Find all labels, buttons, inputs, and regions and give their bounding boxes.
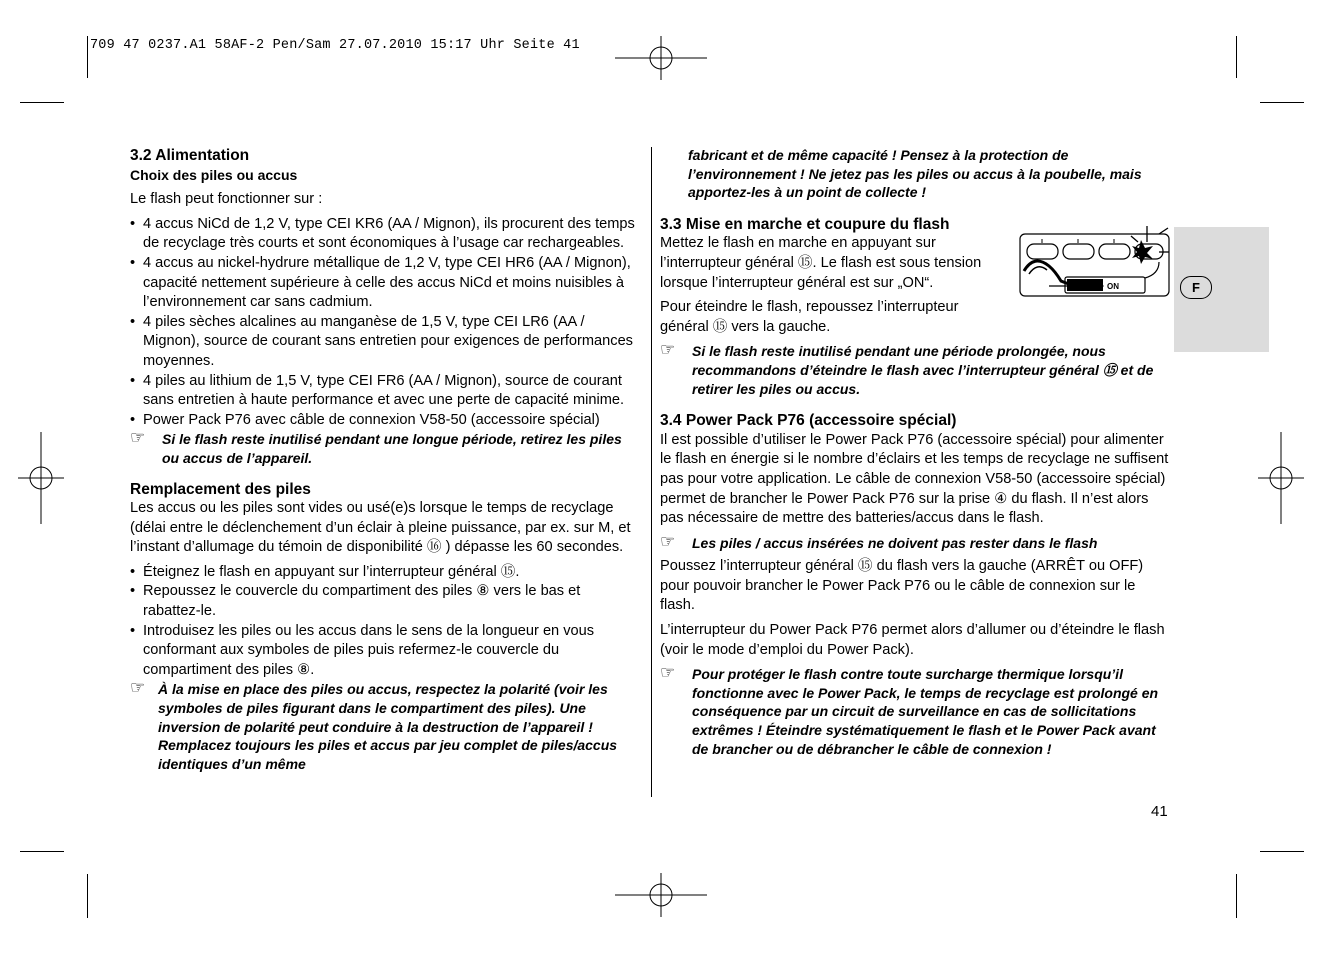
left-column: [130, 146, 638, 773]
list-item: • Introduisez les piles ou les accus dans le sens de la longueur en vous conformant aux symboles de piles puis refermez-le couvercle du compartiment des piles ⑧.: [130, 622, 638, 681]
pointing-hand-icon: ☞: [130, 428, 146, 448]
flash-switch-illustration: [1019, 226, 1171, 298]
crop-mark: [1236, 36, 1237, 78]
language-badge: F: [1180, 276, 1212, 299]
note-block: ☞ À la mise en place des piles ou accus, respectez la polarité (voir les symboles de piles figurant dans le compartiment des piles). Une inversion de polarité peut conduire à la destruction de l’appareil ! Remplacez toujours les piles et accus par jeu complet de piles/accus identiques d’un même: [130, 678, 618, 772]
section-heading-3-3: 3.3 Mise en marche et coupure du flash: [660, 215, 950, 233]
crop-mark: [20, 102, 64, 103]
paragraph: Pour éteindre le flash, repoussez l’interrupteur général ⑮ vers la gauche.: [660, 299, 959, 335]
registration-mark-left: [18, 432, 64, 524]
paragraph: L’interrupteur du Power Pack P76 permet alors d’allumer ou d’éteindre le flash (voir le mode d’emploi du Power Pack).: [660, 622, 1165, 658]
paragraph: Les accus ou les piles sont vides ou usé(e)s lorsque le temps de recyclage (délai entre le déclenchement d’un éclair à pleine puissance, par ex. sur M, et l’instant d’allumage du témoin de disponibilité ⑯ ) dépasse les 60 secondes.: [130, 500, 631, 556]
page-number: 41: [1151, 803, 1168, 820]
paragraph: Il est possible d’utiliser le Power Pack P76 (accessoire spécial) pour alimenter le flash en énergie si le nombre d’éclairs et les temps de recyclage ne suffisent pas pour votre application. Le câble de connexion V58-50 (accessoire spécial) permet de brancher le Power Pack P76 sur la prise ④ du flash. Il n’est alors pas nécessaire de mettre des batteries/accus dans le flash.: [660, 431, 1169, 527]
note-block: ☞ Les piles / accus insérées ne doivent pas rester dans le flash: [660, 531, 1098, 551]
subheading-choix: Choix des piles ou accus: [130, 166, 298, 183]
crop-mark: [20, 851, 64, 852]
crop-mark: [1260, 851, 1304, 852]
list-item: • Repoussez le couvercle du compartiment des piles ⑧ vers le bas et rabattez-le.: [130, 582, 638, 621]
note-block: ☞ Si le flash reste inutilisé pendant une période prolongée, nous recommandons d’éteindre le flash avec l’interrupteur général ⑮ et de retirer les piles ou accus.: [660, 340, 1154, 397]
switch-on-label: ON: [1107, 282, 1119, 291]
intro-text: Le flash peut fonctionner sur :: [130, 191, 323, 208]
pointing-hand-icon: ☞: [660, 531, 676, 551]
list-item: • 4 accus NiCd de 1,2 V, type CEI KR6 (AA / Mignon), ils procurent des temps de recyclage très courts et sont économiques à l’usage car rechargeables.: [130, 215, 638, 254]
note-continuation: fabricant et de même capacité ! Pensez à la protection de l’environnement ! Ne jetez pas les piles ou accus à la poubelle, mais apportez-les à un point de collecte !: [688, 147, 1142, 201]
crop-mark: [87, 36, 88, 78]
crop-mark: [1260, 102, 1304, 103]
pointing-hand-icon: ☞: [660, 663, 676, 683]
list-item: • 4 accus au nickel-hydrure métallique de 1,2 V, type CEI HR6 (AA / Mignon), capacité nettement supérieure à celle des accus NiCd et moins nuisibles à l’environnement car sans cadmium.: [130, 254, 638, 313]
list-item: • Éteignez le flash en appuyant sur l’interrupteur général ⑮.: [130, 563, 638, 583]
note-block: ☞ Si le flash reste inutilisé pendant une longue période, retirez les piles ou accus de l’appareil.: [130, 428, 622, 466]
note-block: ☞ Pour protéger le flash contre toute surcharge thermique lorsqu’il fonctionne avec le Power Pack, le temps de recyclage est prolongé en conséquence par un circuit de surveillance en cas de sollicitations extrêmes ! Éteindre systématiquement le flash et le Power Pack avant de brancher ou de débrancher le câble de connexion !: [660, 663, 1159, 757]
pointing-hand-icon: ☞: [130, 678, 146, 698]
list-item: • 4 piles sèches alcalines au manganèse de 1,5 V, type CEI LR6 (AA / Mignon), source de courant sans entretien pour exigences de performances moyennes.: [130, 313, 638, 372]
section-heading-remplacement: Remplacement des piles: [130, 480, 311, 498]
registration-mark-right: [1258, 432, 1304, 524]
pointing-hand-icon: ☞: [660, 340, 676, 360]
print-slug: 709 47 0237.A1 58AF-2 Pen/Sam 27.07.2010 15:17 Uhr Seite 41: [90, 38, 580, 53]
list-item: • 4 piles au lithium de 1,5 V, type CEI FR6 (AA / Mignon), source de courant sans entretien à haute performance et avec une perte de capacité minime.: [130, 372, 638, 411]
registration-mark-top: [615, 36, 707, 80]
paragraph: Poussez l’interrupteur général ⑮ du flash vers la gauche (ARRÊT ou OFF) pour pouvoir brancher le Power Pack P76 ou le câble de connexion sur le flash.: [660, 558, 1144, 614]
crop-mark: [87, 874, 88, 918]
column-divider: [651, 147, 652, 797]
list-item: • Power Pack P76 avec câble de connexion V58-50 (accessoire spécial): [130, 411, 638, 431]
registration-mark-bottom: [615, 873, 707, 917]
paragraph: Mettez le flash en marche en appuyant sur l’interrupteur général ⑮. Le flash est sous tension lorsque l’interrupteur général est sur „ON“.: [660, 235, 982, 291]
section-heading-3-2: 3.2 Alimentation: [130, 147, 250, 164]
crop-mark: [1236, 874, 1237, 918]
section-heading-3-4: 3.4 Power Pack P76 (accessoire spécial): [660, 412, 957, 430]
